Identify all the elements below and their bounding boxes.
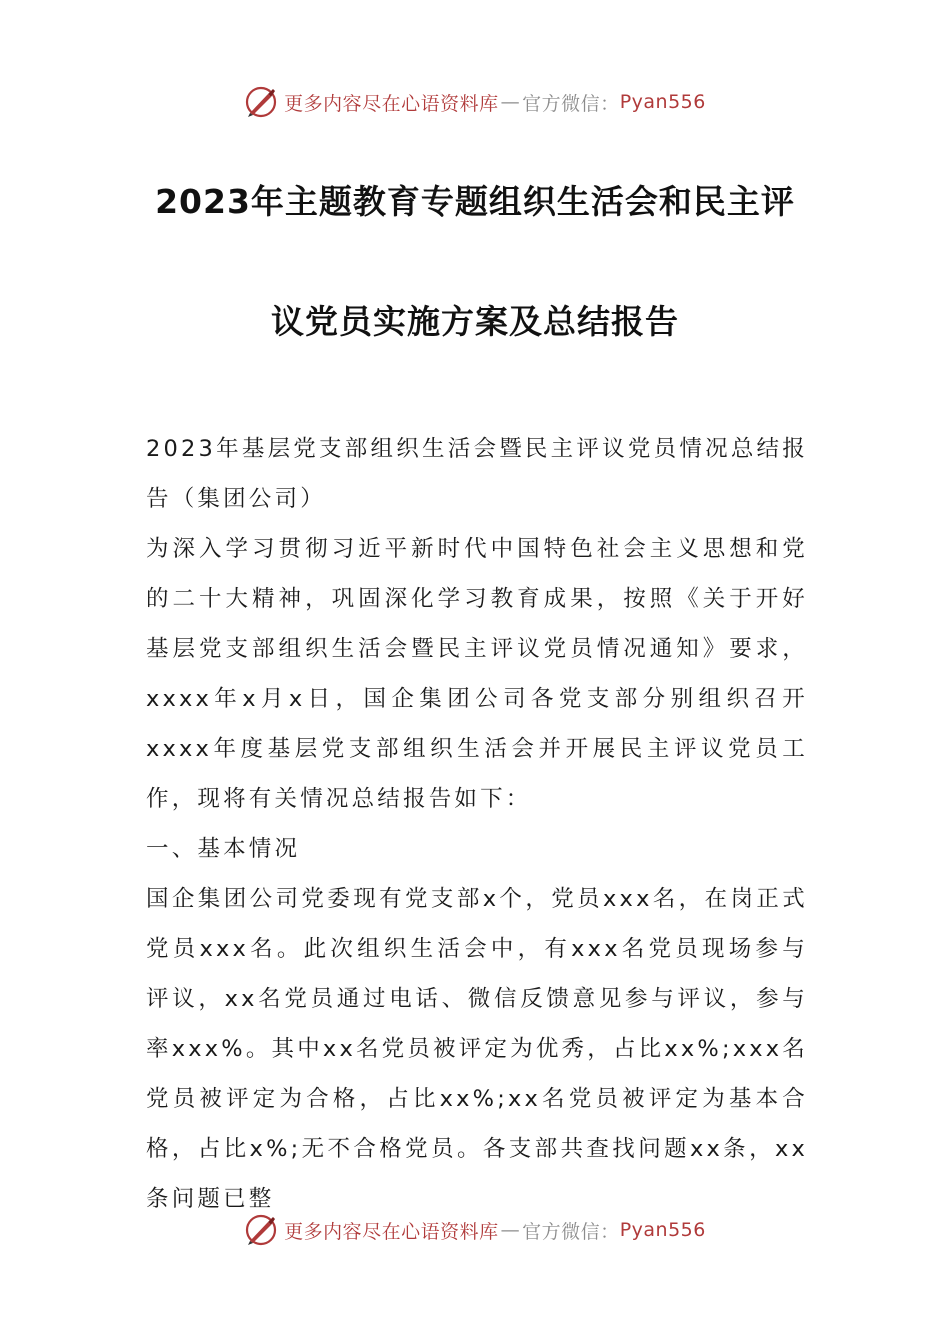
footer-watermark — [0, 1210, 950, 1250]
watermark-label: 官方微信： — [522, 92, 620, 115]
pen-logo-icon — [244, 1213, 278, 1247]
intro-paragraph: 为深入学习贯彻习近平新时代中国特色社会主义思想和党的二十大精神，巩固深化学习教育成果，按照《关于开好基层党支部组织生活会暨民主评议党员情况通知》要求，xxxx年x月x日，国企集团公司各党支部分别组织召开xxxx年度基层党支部组织生活会并开展民主评议党员工作，现将有关情况总结报告如下： — [146, 536, 808, 812]
document-title-line-2: 议党员实施方案及总结报告 — [271, 302, 679, 341]
watermark-separator: — — [500, 91, 521, 113]
pen-logo-icon — [244, 85, 278, 119]
document-title-line-1: 2023年主题教育专题组织生活会和民主评 — [155, 182, 795, 221]
header-watermark — [0, 82, 950, 122]
watermark-text: 更多内容尽在心语资料库 — [284, 1220, 499, 1243]
basic-situation-paragraph: 国企集团公司党委现有党支部x个，党员xxx名，在岗正式党员xxx名。此次组织生活会中，有xxx名党员现场参与评议，xx名党员通过电话、微信反馈意见参与评议，参与率xxx%。其中xx名党员被评定为优秀，占比xx%;xxx名党员被评定为合格，占比xx%;xx名党员被评定为基本合格，占比x%;无不合格党员。各支部共查找问题xx条，xx条问题已整 — [146, 886, 808, 1212]
watermark-wechat-id: Pyan556 — [619, 91, 706, 113]
watermark-text: 更多内容尽在心语资料库 — [284, 92, 499, 115]
watermark-separator: — — [500, 1219, 521, 1241]
report-subtitle: 2023年基层党支部组织生活会暨民主评议党员情况总结报告（集团公司） — [146, 436, 808, 512]
watermark-label: 官方微信： — [522, 1220, 620, 1243]
section-heading: 一、基本情况 — [146, 836, 301, 862]
document-body — [146, 424, 808, 1224]
watermark-wechat-id: Pyan556 — [619, 1219, 706, 1241]
